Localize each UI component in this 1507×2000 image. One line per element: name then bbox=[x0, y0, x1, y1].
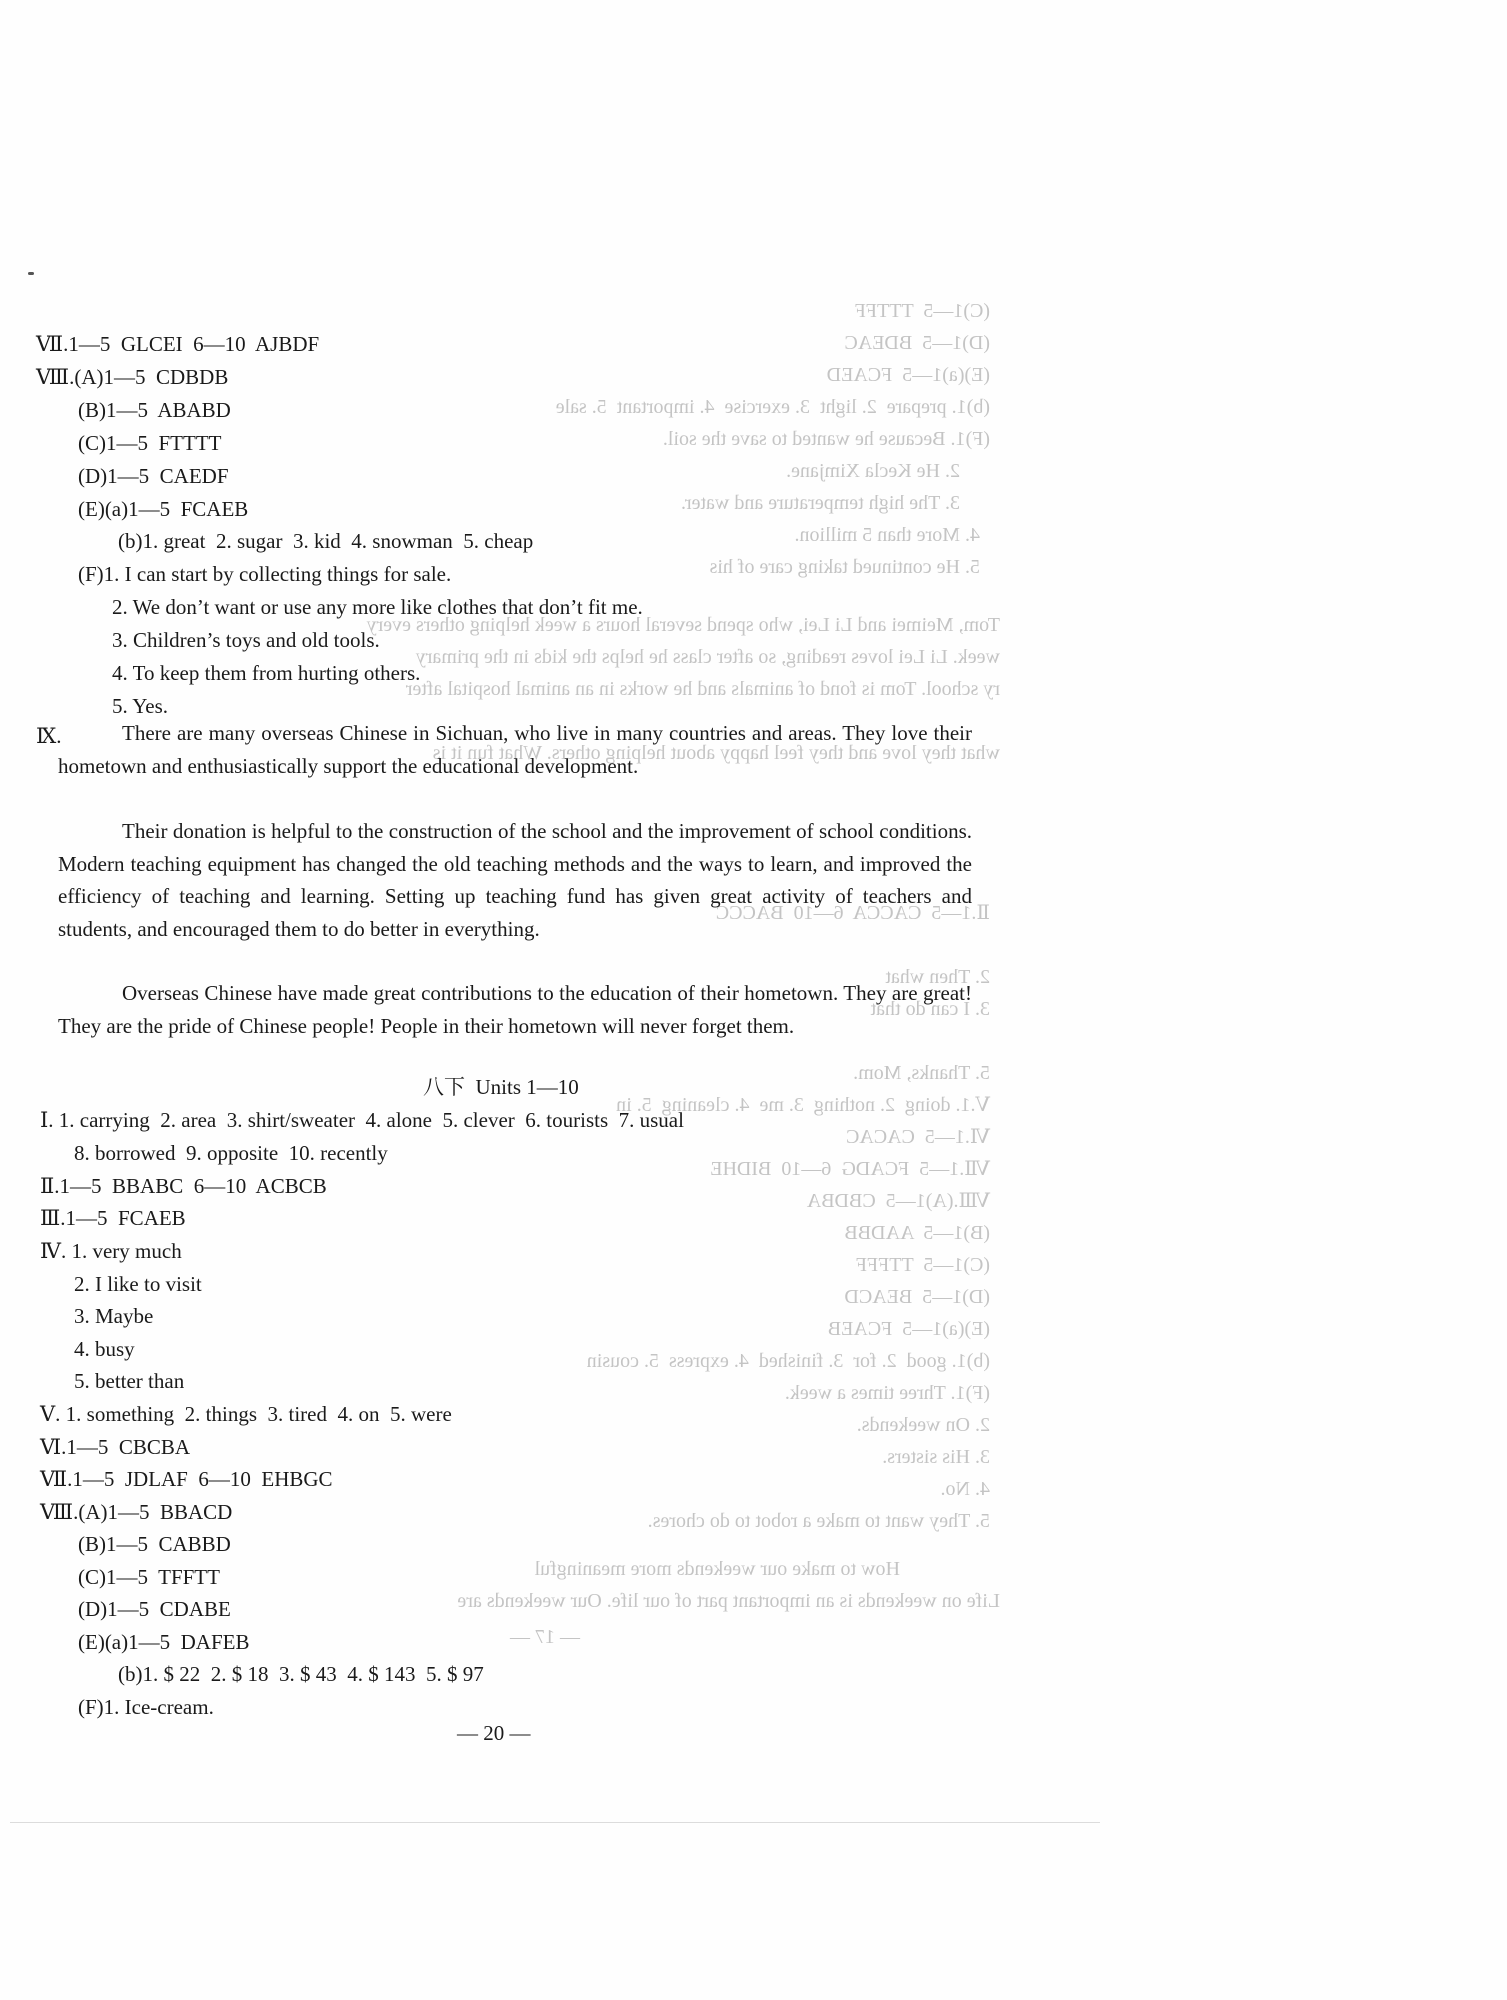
answer-line-b-3: Ⅱ.1—5 BBABC 6—10 ACBCB bbox=[40, 1174, 327, 1198]
scan-speck bbox=[28, 272, 34, 275]
answer-line-b-12: Ⅶ.1—5 JDLAF 6—10 EHBGC bbox=[40, 1467, 333, 1491]
bleed-through-line: 2. He Kecla Ximjane. bbox=[786, 460, 960, 482]
bleed-through-line: (C)1—5 TTTFF bbox=[854, 300, 990, 322]
bleed-through-line: week. Li Lei loves reading, so after class he helps the kids in the primary bbox=[415, 646, 1000, 668]
answer-line-2: Ⅷ.(A)1—5 CDBDB bbox=[36, 365, 229, 389]
bleed-through-line: Ⅱ.1—5 CACCA 6—10 BACCC bbox=[715, 902, 990, 924]
answer-line-b-16: (D)1—5 CDABE bbox=[78, 1597, 231, 1621]
answer-line-b-6: 2. I like to visit bbox=[74, 1272, 202, 1296]
bleed-through-line: 3. The high temperature and water. bbox=[681, 492, 960, 514]
bleed-through-line: Ⅶ.1—5 FCADG 6—10 BIDHE bbox=[710, 1158, 990, 1180]
answer-line-b-10: Ⅴ. 1. something 2. things 3. tired 4. on 5. were bbox=[40, 1402, 452, 1426]
answer-line-b-18: (b)1. $ 22 2. $ 18 3. $ 43 4. $ 143 5. $ 97 bbox=[118, 1662, 484, 1686]
bleed-through-line: 3. I can do that bbox=[870, 998, 990, 1020]
answer-line-12: 5. Yes. bbox=[112, 694, 169, 718]
answer-line-9: 2. We don’t want or use any more like clothes that don’t fit me. bbox=[112, 595, 643, 619]
bleed-through-line: (F)1. Three times a week. bbox=[784, 1382, 990, 1404]
answer-line-b-2: 8. borrowed 9. opposite 10. recently bbox=[74, 1141, 388, 1165]
unit-heading: 八下 Units 1—10 bbox=[423, 1075, 579, 1099]
bleed-through-line: (E)(a)1—5 FCAEB bbox=[827, 1318, 990, 1340]
essay-label: Ⅸ. bbox=[36, 724, 62, 748]
bleed-through-line: Ⅴ.1. doing 2. nothing 3. me 4. cleaning 5. in bbox=[616, 1094, 990, 1116]
bleed-through-line: (C)1—5 TTFFF bbox=[855, 1254, 990, 1276]
bleed-through-line: (B)1—5 AADBB bbox=[844, 1222, 990, 1244]
answer-line-b-15: (C)1—5 TFFTT bbox=[78, 1565, 220, 1589]
answer-line-b-5: Ⅳ. 1. very much bbox=[40, 1239, 182, 1263]
answer-line-b-8: 4. busy bbox=[74, 1337, 135, 1361]
scan-edge-line bbox=[10, 1822, 1100, 1823]
bleed-through-line: (D)1—5 BDEAC bbox=[844, 332, 990, 354]
bleed-through-line: Ⅵ.1—5 CACAC bbox=[845, 1126, 990, 1148]
page-number: — 20 — bbox=[457, 1721, 531, 1745]
answer-line-10: 3. Children’s toys and old tools. bbox=[112, 628, 380, 652]
bleed-through-line: ry school. Tom is fond of animals and he works in an animal hospital after bbox=[405, 678, 1000, 700]
bleed-through-line: 2. Then what bbox=[885, 966, 990, 988]
bleed-through-line: 3. His sisters. bbox=[882, 1446, 990, 1468]
answer-line-4: (C)1—5 FTTTT bbox=[78, 431, 222, 455]
answer-line-b-14: (B)1—5 CABBD bbox=[78, 1532, 231, 1556]
answer-line-b-9: 5. better than bbox=[74, 1369, 185, 1393]
bleed-through-line: 5. He continued taking care of his bbox=[709, 556, 980, 578]
answer-line-6: (E)(a)1—5 FCAEB bbox=[78, 497, 249, 521]
bleed-through-line: (F)1. Because he wanted to save the soil. bbox=[662, 428, 990, 450]
answer-line-b-4: Ⅲ.1—5 FCAEB bbox=[40, 1206, 186, 1230]
bleed-through-line: 5. Thanks, Mom. bbox=[853, 1062, 990, 1084]
bleed-through-line: Tom, Meimei and Li Lei, who spend several hours a week helping others every bbox=[366, 614, 1000, 636]
answer-line-b-11: Ⅵ.1—5 CBCBA bbox=[40, 1435, 191, 1459]
answer-line-8: (F)1. I can start by collecting things for sale. bbox=[78, 562, 452, 586]
bleed-through-line: what they love and they feel happy about helping others. What fun it is bbox=[432, 742, 1000, 764]
bleed-through-line: 2. On weekends. bbox=[856, 1414, 990, 1436]
essay-paragraph-1: There are many overseas Chinese in Sichuan, who live in many countries and areas. They love their hometown and enthusiastically support the educational development. bbox=[58, 721, 972, 778]
answer-line-11: 4. To keep them from hurting others. bbox=[112, 661, 421, 685]
bleed-through-line: 4. No. bbox=[940, 1478, 990, 1500]
bleed-through-line: (b)1. good 2. for 3. finished 4. express 5. cousin bbox=[586, 1350, 990, 1372]
bleed-through-line: Ⅷ.(A)1—5 CBDBA bbox=[806, 1190, 990, 1212]
bleed-through-line: (D)1—5 BEACD bbox=[844, 1286, 990, 1308]
answer-line-b-17: (E)(a)1—5 DAFEB bbox=[78, 1630, 250, 1654]
essay-paragraph-3: Overseas Chinese have made great contributions to the education of their hometown. They are great! They are the pride of Chinese people! People in their hometown will never forget them. bbox=[58, 981, 972, 1038]
answer-line-b-7: 3. Maybe bbox=[74, 1304, 154, 1328]
answer-line-b-19: (F)1. Ice-cream. bbox=[78, 1695, 214, 1719]
answer-line-3: (B)1—5 ABABD bbox=[78, 398, 231, 422]
bleed-through-line: (E)(a)1—5 FCAED bbox=[826, 364, 990, 386]
bleed-through-line: How to make our weekends more meaningful bbox=[534, 1558, 900, 1580]
bleed-through-line: 4. More than 5 million. bbox=[794, 524, 980, 546]
bleed-through-line: (b)1. prepare 2. light 3. exercise 4. important 5. sale bbox=[555, 396, 990, 418]
essay-paragraph-2: Their donation is helpful to the construction of the school and the improvement of school conditions. Modern teaching equipment has changed the old teaching methods and the ways to learn, and improved the efficiency of teaching and learning. Setting up teaching fund has given great activity of teachers and students, and encouraged them to do better in everything. bbox=[58, 819, 972, 941]
bleed-through-line: Life on weekends is an important part of our life. Our weekends are bbox=[457, 1590, 1000, 1612]
answer-line-b-13: Ⅷ.(A)1—5 BBACD bbox=[40, 1500, 233, 1524]
answer-line-5: (D)1—5 CAEDF bbox=[78, 464, 229, 488]
answer-line-7: (b)1. great 2. sugar 3. kid 4. snowman 5. cheap bbox=[118, 529, 534, 553]
bleed-through-line: 5. They want to make a robot to do chores. bbox=[647, 1510, 990, 1532]
answer-line-b-1: Ⅰ. 1. carrying 2. area 3. shirt/sweater 4. alone 5. clever 6. tourists 7. usual bbox=[40, 1108, 684, 1132]
answer-line-1: Ⅶ.1—5 GLCEI 6—10 AJBDF bbox=[36, 332, 320, 356]
bleed-through-line: — 17 — bbox=[510, 1626, 580, 1648]
